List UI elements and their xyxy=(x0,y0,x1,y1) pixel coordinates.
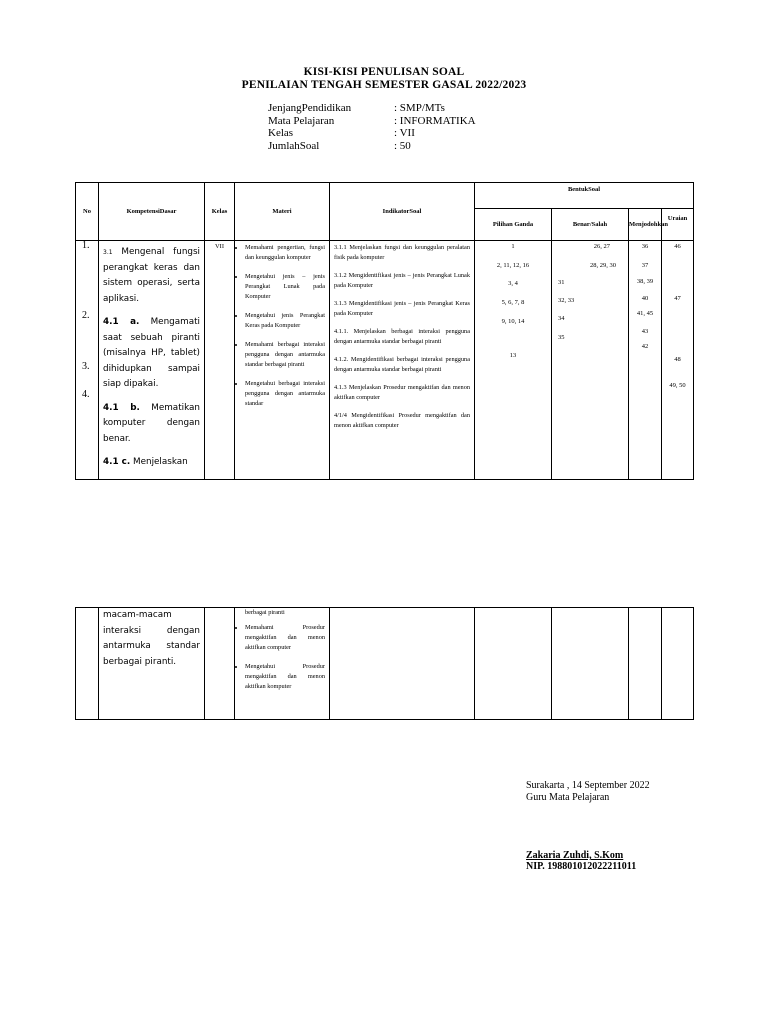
kd-item xyxy=(103,455,200,471)
document-title-line1: KISI-KISI PENULISAN SOAL xyxy=(303,66,465,78)
cell-uraian xyxy=(662,608,694,720)
cell-pilihan-ganda xyxy=(475,241,552,480)
mj-value: 40 xyxy=(641,295,649,302)
cell-indikator xyxy=(330,241,475,480)
bs-value: 26, 27 xyxy=(593,243,610,250)
kd-code: 3.1 xyxy=(103,249,113,256)
signature-place-date: Surakarta , 14 September 2022 xyxy=(526,780,650,791)
kd-text: Mengamati saat sebuah piranti (misalnya HP, tablet) dihidupkan sampai siap dipakai. xyxy=(103,317,200,389)
header-kompetensi: KompetensiDasar xyxy=(99,183,205,241)
materi-item: • Memahami pengertian, fungsi dan keunggulan komputer xyxy=(245,243,325,263)
kd-text: Mengenal fungsi perangkat keras dan sistem operasi, serta aplikasi. xyxy=(103,247,201,304)
ur-value: 46 xyxy=(674,243,681,250)
pg-value: 13 xyxy=(509,352,517,359)
row-number: 4. xyxy=(82,389,90,400)
pg-value: 1 xyxy=(511,243,515,250)
info-value: : 50 xyxy=(394,139,411,152)
indikator-item: 4.1.1. Menjelaskan berbagai interaksi pengguna dengan antarmuka standar berbagai piranti xyxy=(334,328,470,345)
mj-value: 36 xyxy=(641,243,649,250)
info-row-mapel xyxy=(268,115,476,128)
cell-menjodohkan xyxy=(629,241,662,480)
info-value: : SMP/MTs xyxy=(394,102,445,114)
indikator-item: 4/1/4 Mengidentifikasi Prosedur mengaktifan dan menon aktifkan computer xyxy=(334,412,470,429)
cell-menjodohkan xyxy=(629,608,662,720)
info-value: : INFORMATIKA xyxy=(394,114,476,127)
cell-kelas: VII xyxy=(205,241,235,480)
header-bentuk-soal: BentukSoal xyxy=(475,183,694,209)
cell-pilihan-ganda xyxy=(475,608,552,720)
indikator-item: 3.1.3 Mengidentifikasi jenis – jenis Perangkat Keras pada Komputer xyxy=(334,300,470,317)
kisi-kisi-table xyxy=(75,182,694,480)
materi-item: • Mengetahui jenis – jenis Perangkat Lunak pada Komputer xyxy=(245,272,325,302)
pg-value: 2, 11, 12, 16 xyxy=(496,262,530,269)
kd-item xyxy=(103,401,200,448)
ur-value: 47 xyxy=(674,295,681,302)
cell-indikator xyxy=(330,608,475,720)
bs-value: 28, 29, 30 xyxy=(590,262,616,269)
info-row-kelas xyxy=(268,127,476,140)
kd-text: Menjelaskan xyxy=(133,457,188,467)
kd-text: Mematikan komputer dengan benar. xyxy=(103,402,200,444)
mj-value: 41, 45 xyxy=(636,310,654,317)
info-row-jumlah xyxy=(268,140,476,153)
document-title-line2: PENILAIAN TENGAH SEMESTER GASAL 2022/2023 xyxy=(241,79,527,91)
pg-value: 9, 10, 14 xyxy=(501,318,525,325)
pg-value: 5, 6, 7, 8 xyxy=(501,299,525,306)
cell-kompetensi-dasar xyxy=(99,608,205,720)
indikator-item: 4.1.2. Mengidentifikasi berbagai interaksi pengguna dengan antarmuka standar berbagai piranti xyxy=(334,356,470,373)
kd-item xyxy=(103,315,200,393)
materi-item: • Mengetahui Prosedur mengaktifan dan menon aktifkan komputer xyxy=(245,662,325,692)
cell-no xyxy=(76,241,99,480)
ur-value: 49, 50 xyxy=(669,382,686,389)
info-value: : VII xyxy=(394,127,415,139)
bs-value: 34 xyxy=(558,315,565,322)
cell-kompetensi-dasar xyxy=(99,241,205,480)
indikator-item: 3.1.2 Mengidentifikasi jenis – jenis Perangkat Lunak pada Komputer xyxy=(334,272,470,289)
cell-materi xyxy=(235,608,330,720)
cell-uraian xyxy=(662,241,694,480)
ur-value: 48 xyxy=(674,356,681,363)
signature-nip: NIP. 198801012022211011 xyxy=(526,861,637,872)
row-number: 1. xyxy=(82,240,90,251)
pg-value: 3, 4 xyxy=(508,280,518,287)
materi-item: • Memahami berbagai interaksi pengguna dengan antarmuka standar berbagai piranti xyxy=(245,340,325,370)
mj-value: 38, 39 xyxy=(636,278,654,285)
header-materi: Materi xyxy=(235,183,330,241)
kd-code: 4.1 a. xyxy=(103,317,140,327)
info-label: Mata Pelajaran xyxy=(268,114,335,127)
indikator-item: 3.1.1 Menjelaskan fungsi dan keunggulan peralatan fisik pada komputer xyxy=(334,244,470,261)
bs-value: 35 xyxy=(558,334,565,341)
materi-item: • Memahami Prosedur mengaktifan dan menon aktifkan computer xyxy=(245,623,325,653)
cell-no xyxy=(76,608,99,720)
bs-value: 32, 33 xyxy=(558,297,575,304)
header-uraian: Uraian xyxy=(662,209,694,241)
signature-role: Guru Mata Pelajaran xyxy=(526,792,610,803)
cell-materi xyxy=(235,241,330,480)
info-label: JumlahSoal xyxy=(268,139,320,152)
header-kelas: Kelas xyxy=(205,183,235,241)
signature-name: Zakaria Zuhdi, S.Kom xyxy=(526,850,624,861)
kd-item xyxy=(103,245,200,307)
info-label: JenjangPendidikan xyxy=(268,102,352,114)
mj-value: 43 xyxy=(641,328,649,335)
kd-code: 4.1 b. xyxy=(103,402,140,413)
cell-kelas xyxy=(205,608,235,720)
row-number: 2. xyxy=(82,310,90,321)
mj-value: 37 xyxy=(641,262,649,269)
document-info xyxy=(268,102,476,152)
row-number: 3. xyxy=(82,361,90,372)
header-indikator: IndikatorSoal xyxy=(330,183,475,241)
materi-item: • Mengetahui jenis Perangkat Keras pada Komputer xyxy=(245,311,325,331)
header-pilihan-ganda: Pilihan Ganda xyxy=(475,209,552,241)
mj-value: 42 xyxy=(641,343,649,350)
materi-item: • Mengetahui berbagai interaksi pengguna dengan antarmuka standar xyxy=(245,379,325,409)
cell-benar-salah xyxy=(552,241,629,480)
header-no: No xyxy=(76,183,99,241)
header-benar-salah: Benar/Salah xyxy=(552,209,629,241)
indikator-item: 4.1.3 Menjelaskan Prosedur mengaktifan dan menon aktifkan computer xyxy=(334,384,470,401)
kisi-kisi-table-continued xyxy=(75,607,694,720)
kd-item: macam-macam interaksi dengan antarmuka standar berbagai piranti. xyxy=(103,610,200,667)
info-row-jenjang xyxy=(268,102,476,115)
header-menjodohkan: Menjodohkan xyxy=(629,209,662,241)
kd-code: 4.1 c. xyxy=(103,457,131,467)
info-label: Kelas xyxy=(268,127,294,139)
bs-value: 31 xyxy=(558,279,565,286)
cell-benar-salah xyxy=(552,608,629,720)
materi-continued: berbagai piranti xyxy=(245,609,285,616)
